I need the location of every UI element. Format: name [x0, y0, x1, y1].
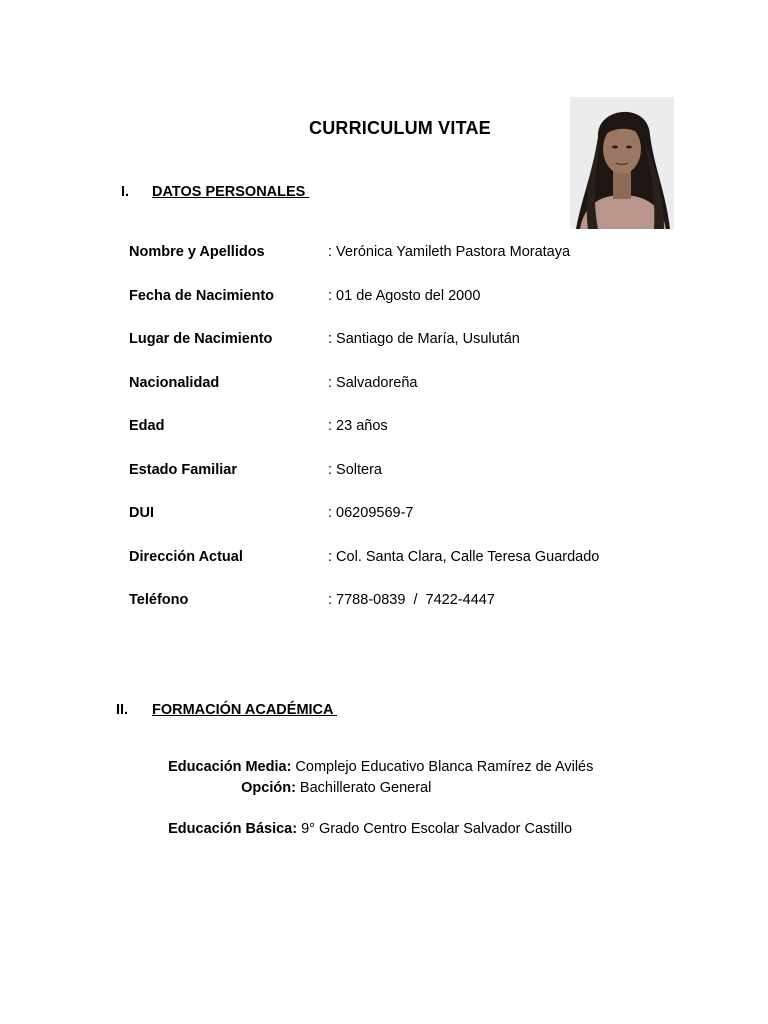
field-label: Dirección Actual	[129, 549, 243, 565]
field-value: : Santiago de María, Usulután	[328, 331, 520, 347]
field-value: : 7788-0839 / 7422-4447	[328, 592, 495, 608]
education-label: Educación Básica:	[168, 821, 298, 837]
field-label: Teléfono	[129, 592, 189, 608]
field-value: : 23 años	[328, 418, 388, 434]
section-number: II.	[116, 702, 129, 718]
education-value: Bachillerato General	[295, 780, 432, 796]
field-label: Nombre y Apellidos	[129, 244, 265, 260]
field-label: Edad	[129, 418, 165, 434]
field-value: : Verónica Yamileth Pastora Morataya	[328, 244, 571, 260]
document-title: CURRICULUM VITAE	[309, 118, 491, 138]
section-number: I.	[121, 184, 130, 200]
section-title: FORMACIÓN ACADÉMICA	[152, 702, 337, 718]
education-label: Educación Media:	[168, 759, 292, 775]
field-value: : Salvadoreña	[328, 375, 418, 391]
profile-photo	[570, 97, 674, 229]
education-label: Opción:	[241, 780, 296, 796]
field-value: : 06209569-7	[328, 505, 414, 521]
field-label: Nacionalidad	[129, 375, 220, 391]
section-title: DATOS PERSONALES	[152, 184, 310, 200]
field-label: Estado Familiar	[129, 462, 237, 478]
education-value: Complejo Educativo Blanca Ramírez de Avilés	[291, 759, 594, 775]
education-basica	[152, 805, 572, 853]
field-label: Lugar de Nacimiento	[129, 331, 273, 347]
field-value: : Soltera	[328, 462, 382, 478]
field-value: : Col. Santa Clara, Calle Teresa Guardado	[328, 549, 600, 565]
education-value: 9° Grado Centro Escolar Salvador Castillo	[297, 821, 573, 837]
field-value: : 01 de Agosto del 2000	[328, 288, 481, 304]
field-label: Fecha de Nacimiento	[129, 288, 275, 304]
field-label: DUI	[129, 505, 154, 521]
